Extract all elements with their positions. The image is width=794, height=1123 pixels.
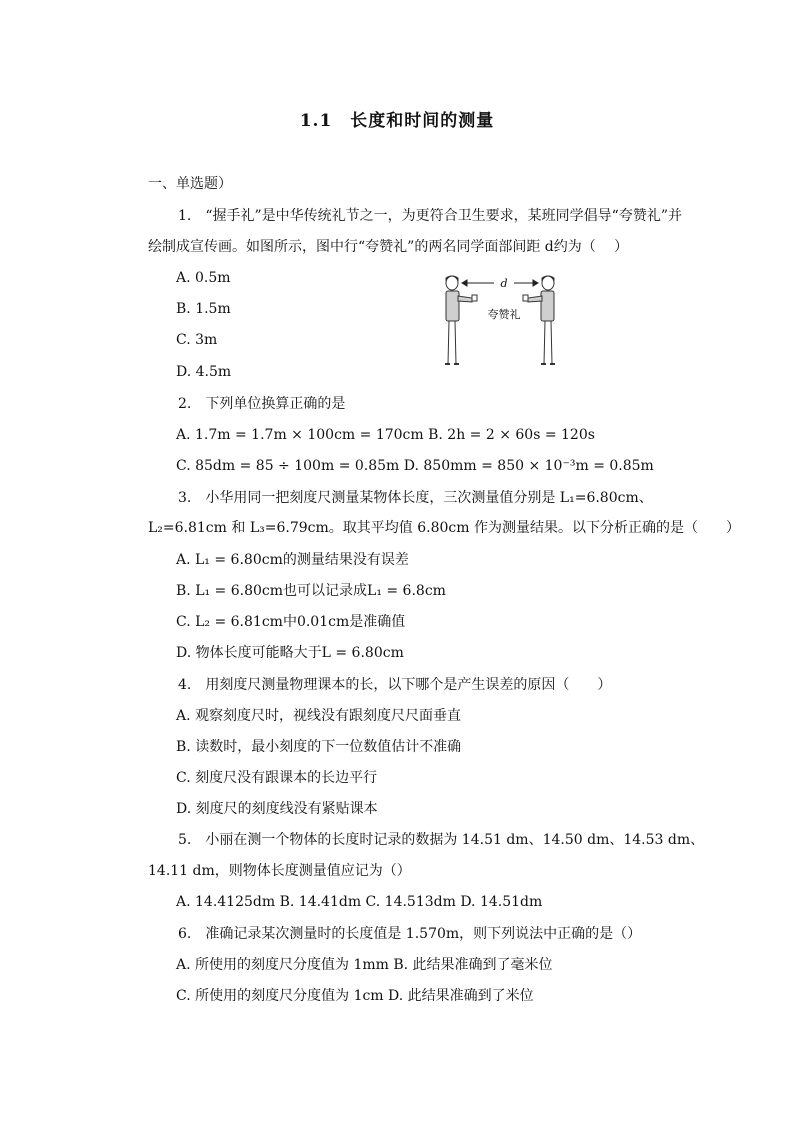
question-3-text: 3. 小华用同一把刻度尺测量某物体长度，三次测量值分别是 L₁=6.80cm、 <box>178 490 653 506</box>
question-6-options-cd: C. 所使用的刻度尺分度值为 1cm D. 此结果准确到了米位 <box>176 988 534 1004</box>
question-6-options-ab: A. 所使用的刻度尺分度值为 1mm B. 此结果准确到了毫米位 <box>176 957 553 973</box>
greeting-figure <box>438 272 572 368</box>
figure-caption: 夸赞礼 <box>487 308 521 321</box>
question-4-option-b: B. 读数时，最小刻度的下一位数值估计不准确 <box>176 739 462 755</box>
question-1-option-a: A. 0.5m <box>176 270 231 286</box>
question-4-text: 4. 用刻度尺测量物理课本的长，以下哪个是产生误差的原因（ ） <box>178 677 612 693</box>
question-3-option-c: C. L₂ = 6.81cm中0.01cm是准确值 <box>176 614 406 630</box>
question-1-option-c: C. 3m <box>176 332 218 348</box>
left-student-icon <box>445 276 477 364</box>
question-1-text: 1. “握手礼”是中华传统礼节之一，为更符合卫生要求，某班同学倡导“夸赞礼”并 <box>178 208 682 224</box>
section-heading: 一、单选题） <box>148 176 232 192</box>
question-6-text: 6. 准确记录某次测量时的长度值是 1.570m，则下列说法中正确的是（） <box>178 926 642 942</box>
page-title: 1.1 长度和时间的测量 <box>299 111 495 131</box>
question-2-options-cd: C. 85dm = 85 ÷ 100m = 0.85m D. 850mm = 850 × 10⁻³m = 0.85m <box>176 458 654 474</box>
question-4-option-d: D. 刻度尺的刻度线没有紧贴课本 <box>176 801 378 817</box>
question-5-text-cont: 14.11 dm，则物体长度测量值应记为（） <box>148 863 411 879</box>
question-2-options-ab: A. 1.7m = 1.7m × 100cm = 170cm B. 2h = 2 × 60s = 120s <box>176 427 595 443</box>
question-3-option-d: D. 物体长度可能略大于L = 6.80cm <box>176 645 404 661</box>
question-3-text-cont: L₂=6.81cm 和 L₃=6.79cm。取其平均值 6.80cm 作为测量结果。以下分析正确的是（ ） <box>148 520 740 536</box>
question-3-option-b: B. L₁ = 6.80cm也可以记录成L₁ = 6.8cm <box>176 583 446 599</box>
question-5-options: A. 14.4125dm B. 14.41dm C. 14.513dm D. 14.51dm <box>176 894 543 910</box>
question-2-text: 2. 下列单位换算正确的是 <box>178 396 346 412</box>
question-5-text: 5. 小丽在测一个物体的长度时记录的数据为 14.51 dm、14.50 dm、14.53 dm、 <box>178 832 705 848</box>
question-3-option-a: A. L₁ = 6.80cm的测量结果没有误差 <box>176 552 409 568</box>
question-1-text-cont: 绘制成宣传画。如图所示，图中行“夸赞礼”的两名同学面部间距 d约为（ ） <box>148 239 629 255</box>
question-1-option-b: B. 1.5m <box>176 301 231 317</box>
question-4-option-a: A. 观察刻度尺时，视线没有跟刻度尺尺面垂直 <box>176 708 462 724</box>
question-4-option-c: C. 刻度尺没有跟课本的长边平行 <box>176 770 378 786</box>
question-1-option-d: D. 4.5m <box>176 364 232 380</box>
right-student-icon <box>523 276 555 364</box>
distance-label: d <box>500 277 508 290</box>
